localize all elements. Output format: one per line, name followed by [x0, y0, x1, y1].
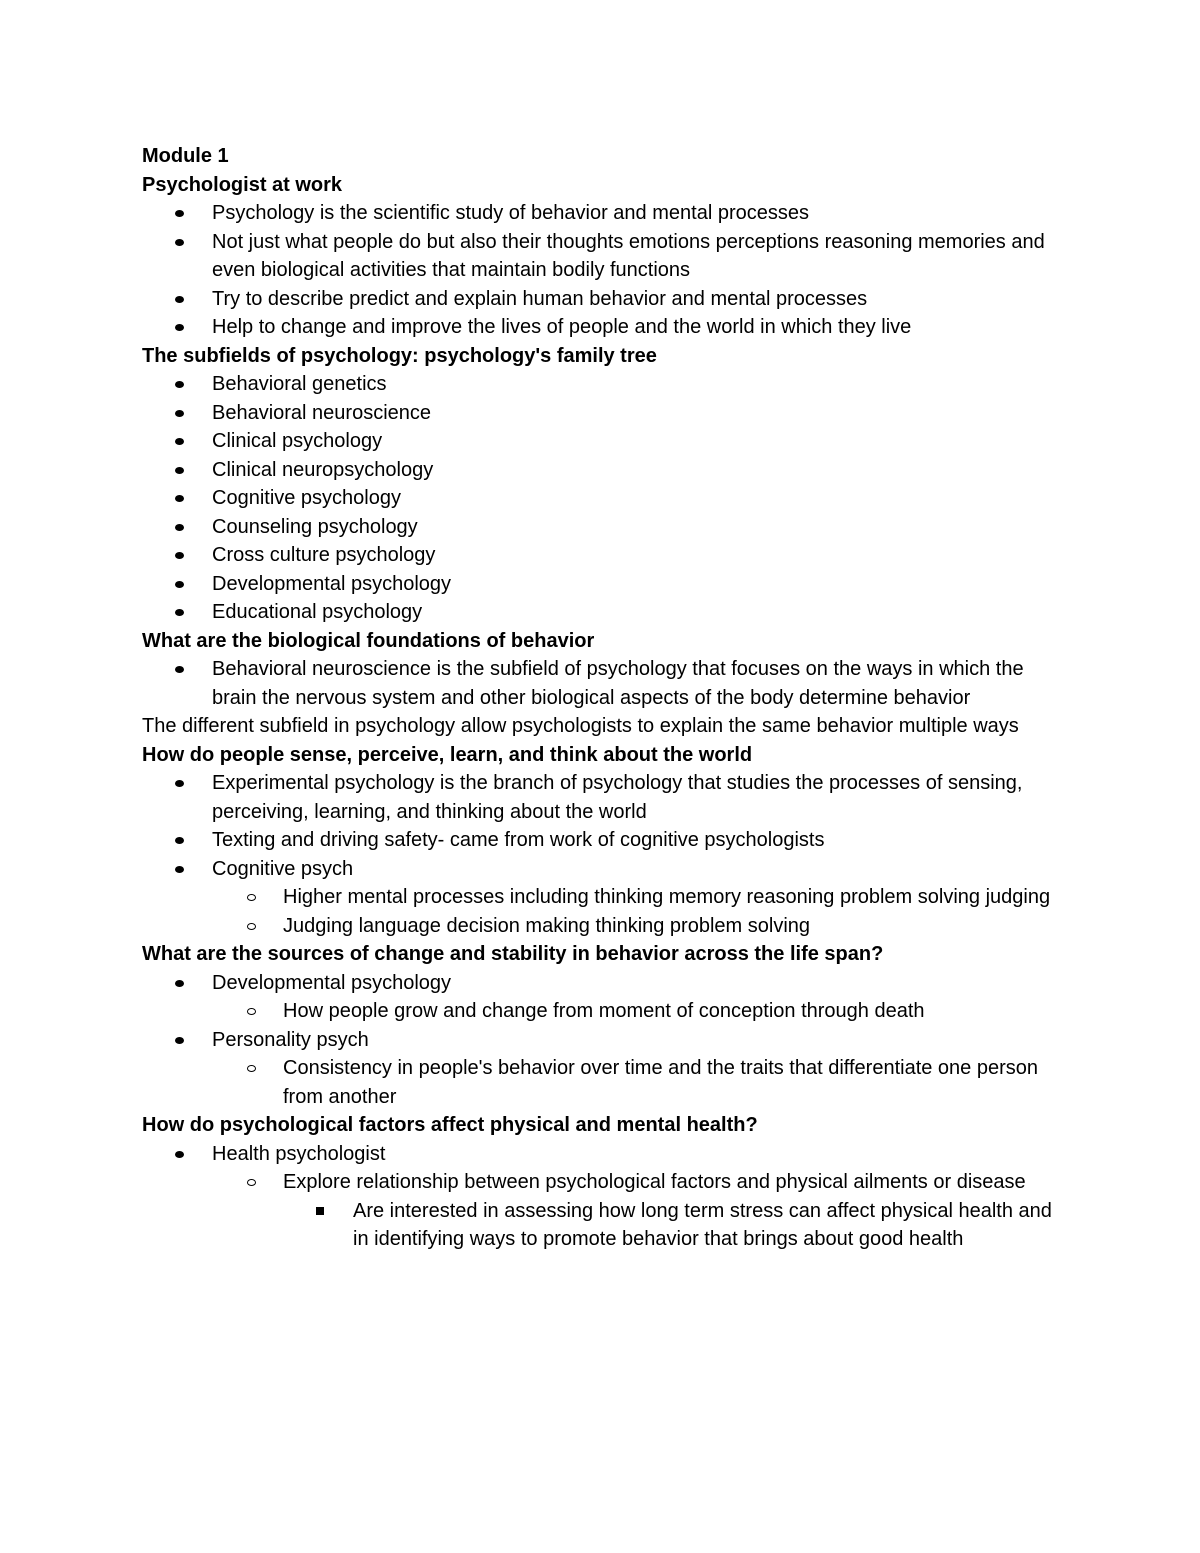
bullet-dot-icon	[175, 570, 184, 599]
list-item	[142, 969, 1062, 998]
bullet-dot-icon	[175, 313, 184, 342]
list-item	[142, 285, 1062, 314]
bullet-dot-icon	[175, 370, 184, 399]
section-heading: Module 1	[142, 145, 229, 167]
bullet-dot-icon	[175, 228, 184, 257]
bullet-square-icon	[316, 1197, 324, 1226]
list-item	[142, 228, 1062, 285]
bullet-dot-icon	[175, 427, 184, 456]
bullet-circle-icon	[247, 883, 256, 912]
list-item-text: Psychology is the scientific study of behavior and mental processes	[212, 202, 809, 224]
bullet-dot-icon	[175, 1140, 184, 1169]
list-item	[142, 769, 1062, 826]
list-item	[142, 484, 1062, 513]
list-item	[142, 570, 1062, 599]
list-item-text: Cross culture psychology	[212, 544, 436, 566]
list-item-text: Developmental psychology	[212, 971, 452, 994]
list-item-text: Clinical psychology	[212, 430, 383, 452]
list-item	[142, 370, 1062, 399]
bullet-dot-icon	[175, 541, 184, 570]
section-heading: Psychologist at work	[142, 173, 343, 196]
bullet-dot-icon	[175, 855, 184, 884]
bullet-dot-icon	[175, 456, 184, 485]
list-item	[142, 1168, 1062, 1197]
section-heading: What are the sources of change and stability in behavior across the life span?	[142, 943, 884, 965]
list-item-text: Are interested in assessing how long term stress can affect physical health and in identifying ways to promote behavior that brings about good health	[353, 1199, 1052, 1250]
bullet-circle-icon	[247, 1168, 256, 1197]
bullet-dot-icon	[175, 769, 184, 798]
list-item-text: Health psychologist	[212, 1142, 386, 1165]
bullet-dot-icon	[175, 199, 184, 228]
bullet-dot-icon	[175, 826, 184, 855]
list-item	[142, 883, 1062, 912]
list-item	[142, 655, 1062, 712]
section-heading: What are the biological foundations of behavior	[142, 629, 595, 652]
section-heading: The subfields of psychology: psychology's family tree	[142, 344, 657, 367]
bullet-dot-icon	[175, 1026, 184, 1055]
list-item-text: Counseling psychology	[212, 515, 418, 538]
list-item	[142, 456, 1062, 485]
bullet-dot-icon	[175, 484, 184, 513]
list-item-text: Clinical neuropsychology	[212, 458, 434, 481]
list-item-text: Consistency in people's behavior over time and the traits that differentiate one person from another	[283, 1057, 1039, 1108]
list-item-text: Not just what people do but also their thoughts emotions perceptions reasoning memories and even biological activities that maintain bodily functions	[212, 230, 1045, 281]
list-item	[142, 313, 1062, 342]
list-item	[142, 399, 1062, 428]
list-item-text: Texting and driving safety- came from work of cognitive psychologists	[212, 829, 825, 851]
list-item	[142, 513, 1062, 542]
document-body	[142, 142, 1062, 1254]
list-item-text: Higher mental processes including thinking memory reasoning problem solving judging	[283, 886, 1051, 908]
bullet-circle-icon	[247, 1054, 256, 1083]
list-item-text: Explore relationship between psychological factors and physical ailments or disease	[283, 1171, 1026, 1193]
list-item	[142, 826, 1062, 855]
list-item	[142, 427, 1062, 456]
list-item-text: Behavioral neuroscience	[212, 401, 432, 424]
list-item-text: Cognitive psych	[212, 857, 354, 880]
list-item	[142, 1026, 1062, 1055]
bullet-dot-icon	[175, 969, 184, 998]
list-item-text: Personality psych	[212, 1028, 369, 1051]
bullet-dot-icon	[175, 655, 184, 684]
list-item-text: Developmental psychology	[212, 572, 452, 595]
bullet-circle-icon	[247, 997, 256, 1026]
list-item-text: Experimental psychology is the branch of psychology that studies the processes of sensing, perceiving, learning, and thinking about the world	[212, 772, 1023, 823]
section-heading: How do people sense, perceive, learn, and think about the world	[142, 743, 753, 766]
list-item-text: Behavioral genetics	[212, 373, 387, 395]
list-item-text: Educational psychology	[212, 601, 423, 623]
bullet-dot-icon	[175, 598, 184, 627]
list-item	[142, 855, 1062, 884]
bullet-dot-icon	[175, 285, 184, 314]
list-item	[142, 199, 1062, 228]
list-item	[142, 1197, 1062, 1254]
list-item-text: Help to change and improve the lives of people and the world in which they live	[212, 316, 912, 338]
list-item	[142, 1054, 1062, 1111]
bullet-dot-icon	[175, 513, 184, 542]
bullet-circle-icon	[247, 912, 256, 941]
paragraph: The different subfield in psychology allow psychologists to explain the same behavior multiple ways	[142, 715, 1019, 737]
list-item-text: Judging language decision making thinking problem solving	[283, 914, 811, 937]
section-heading: How do psychological factors affect physical and mental health?	[142, 1114, 758, 1136]
list-item	[142, 598, 1062, 627]
list-item-text: Behavioral neuroscience is the subfield of psychology that focuses on the ways in which the brain the nervous system and other biological aspects of the body determine behavior	[212, 658, 1024, 709]
bullet-dot-icon	[175, 399, 184, 428]
list-item-text: Try to describe predict and explain human behavior and mental processes	[212, 287, 868, 310]
list-item	[142, 912, 1062, 941]
list-item-text: How people grow and change from moment of conception through death	[283, 1000, 925, 1022]
list-item	[142, 1140, 1062, 1169]
list-item	[142, 997, 1062, 1026]
list-item-text: Cognitive psychology	[212, 487, 401, 509]
list-item	[142, 541, 1062, 570]
